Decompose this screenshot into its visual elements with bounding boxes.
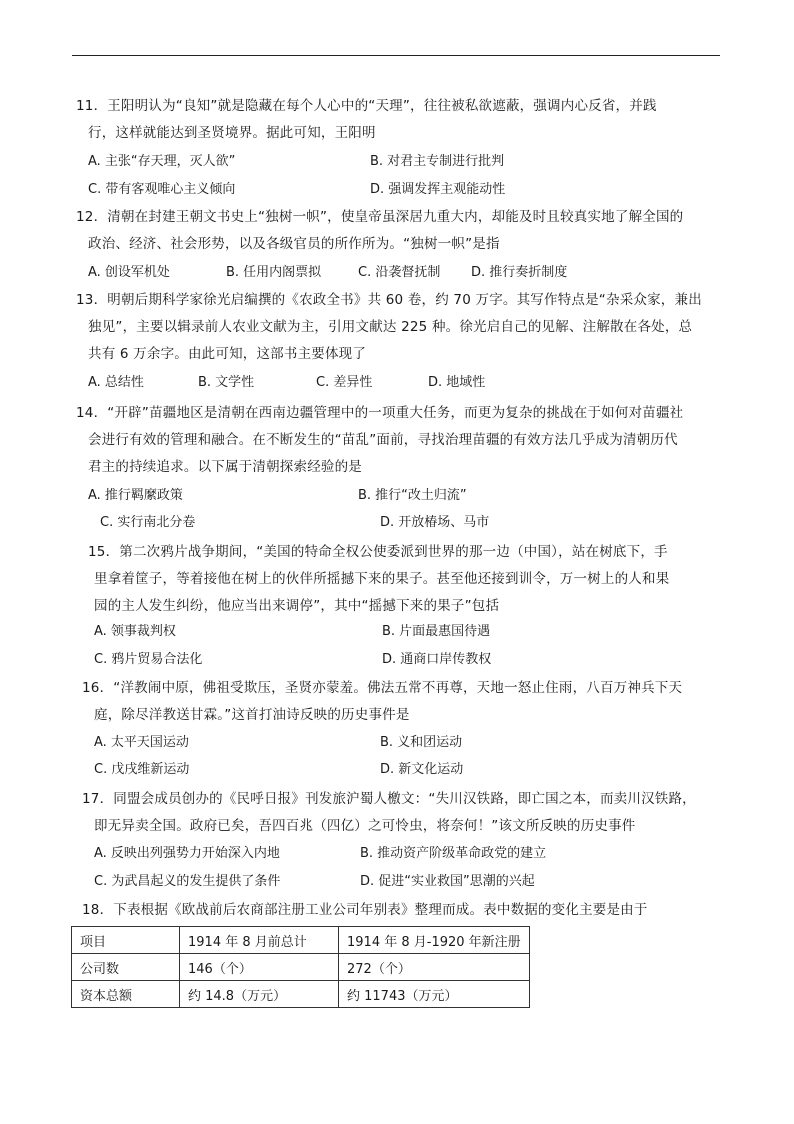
question-14-option-d: D. 开放椿场、马市 bbox=[380, 515, 490, 530]
table-row bbox=[72, 954, 530, 981]
question-17-option-d: D. 促进“实业救国”思潮的兴起 bbox=[360, 874, 535, 889]
question-14-option-b: B. 推行“改土归流” bbox=[358, 488, 467, 503]
question-12-option-a: A. 创设军机处 bbox=[88, 265, 170, 280]
data-table bbox=[71, 926, 530, 1008]
table-row bbox=[72, 981, 530, 1008]
question-11-option-a: A. 主张“存天理，灭人欲” bbox=[88, 154, 236, 169]
question-12-line-1: 12．清朝在封建王朝文书史上“独树一帜”，使皇帝虽深居九重大内，却能及时且较真实地了解全国的 bbox=[76, 209, 684, 225]
table-cell: 约 14.8（万元） bbox=[180, 981, 339, 1008]
question-17-option-a: A. 反映出列强势力开始深入内地 bbox=[94, 846, 280, 861]
question-13-option-a: A. 总结性 bbox=[88, 375, 144, 390]
question-11-option-d: D. 强调发挥主观能动性 bbox=[370, 182, 506, 197]
question-18-line-1: 18．下表根据《欧战前后农商部注册工业公司年别表》整理而成。表中数据的变化主要是由于 bbox=[82, 902, 648, 918]
question-16-option-b: B. 义和团运动 bbox=[380, 735, 463, 750]
question-15-option-a: A. 领事裁判权 bbox=[94, 624, 176, 639]
question-17-line-2: 即无异卖全国。政府已矣，吾四百兆（四亿）之可怜虫，将奈何！”该文所反映的历史事件 bbox=[94, 818, 636, 834]
question-13-line-3: 共有 6 万余字。由此可知，这部书主要体现了 bbox=[88, 346, 367, 362]
question-14-line-1: 14．“开辟”苗疆地区是清朝在西南边疆管理中的一项重大任务，而更为复杂的挑战在于如何对苗疆社 bbox=[76, 405, 684, 421]
question-14-option-a: A. 推行羁縻政策 bbox=[88, 488, 183, 503]
question-16-option-d: D. 新文化运动 bbox=[380, 762, 464, 777]
question-15-line-2: 里拿着筐子，等着接他在树上的伙伴所摇撼下来的果子。甚至他还接到训令，万一树上的人和果 bbox=[94, 571, 670, 587]
question-16-line-2: 庭，除尽洋教送甘霖。”这首打油诗反映的历史事件是 bbox=[94, 707, 410, 723]
question-15-option-d: D. 通商口岸传教权 bbox=[382, 652, 492, 667]
table-cell: 约 11743（万元） bbox=[339, 981, 530, 1008]
question-11-option-b: B. 对君主专制进行批判 bbox=[370, 154, 505, 169]
table-cell: 公司数 bbox=[72, 954, 180, 981]
question-14-line-3: 君主的持续追求。以下属于清朝探索经验的是 bbox=[88, 459, 362, 475]
table-header-cell: 1914 年 8 月-1920 年新注册 bbox=[339, 927, 530, 954]
question-15-option-c: C. 鸦片贸易合法化 bbox=[94, 652, 203, 667]
question-16-option-c: C. 戊戌维新运动 bbox=[94, 762, 190, 777]
question-11-line-1: 11．王阳明认为“良知”就是隐藏在每个人心中的“天理”，往往被私欲遮蔽，强调内心反省，并践 bbox=[76, 98, 657, 114]
table-cell: 资本总额 bbox=[72, 981, 180, 1008]
question-17-option-c: C. 为武昌起义的发生提供了条件 bbox=[94, 874, 281, 889]
question-11-option-c: C. 带有客观唯心主义倾向 bbox=[88, 182, 236, 197]
table-header-cell: 1914 年 8 月前总计 bbox=[180, 927, 339, 954]
question-17-line-1: 17．同盟会成员创办的《民呼日报》刊发旅沪蜀人檄文：“失川汉铁路，即亡国之本，而卖川汉铁路， bbox=[82, 791, 696, 807]
question-12-option-b: B. 任用内阁票拟 bbox=[226, 265, 322, 280]
question-13-option-b: B. 文学性 bbox=[198, 375, 255, 390]
question-14-line-2: 会进行有效的管理和融合。在不断发生的“苗乱”面前，寻找治理苗疆的有效方法几乎成为清朝历代 bbox=[88, 432, 678, 448]
question-13-option-d: D. 地域性 bbox=[428, 375, 486, 390]
question-17-option-b: B. 推动资产阶级革命政党的建立 bbox=[360, 846, 547, 861]
question-11-line-2: 行，这样就能达到圣贤境界。据此可知，王阳明 bbox=[88, 125, 376, 141]
question-16-line-1: 16．“洋教闹中原，佛祖受欺压，圣贤亦蒙羞。佛法五常不再尊，天地一怒止住雨，八百万神兵下天 bbox=[82, 680, 683, 696]
table-cell: 146（个） bbox=[180, 954, 339, 981]
question-16-option-a: A. 太平天国运动 bbox=[94, 735, 189, 750]
table-header-row bbox=[72, 927, 530, 954]
question-12-line-2: 政治、经济、社会形势，以及各级官员的所作所为。“独树一帜”是指 bbox=[88, 236, 500, 252]
question-13-line-2: 独见”，主要以辑录前人农业文献为主，引用文献达 225 种。徐光启自己的见解、注解散在各处，总 bbox=[88, 319, 693, 335]
question-12-option-c: C. 沿袭督抚制 bbox=[358, 265, 441, 280]
question-12-option-d: D. 推行奏折制度 bbox=[471, 265, 568, 280]
question-15-option-b: B. 片面最惠国待遇 bbox=[382, 624, 491, 639]
question-15-line-1: 15．第二次鸦片战争期间，“美国的特命全权公使委派到世界的那一边（中国），站在树底下，手 bbox=[88, 544, 668, 560]
question-14-option-c: C. 实行南北分卷 bbox=[100, 515, 196, 530]
question-13-option-c: C. 差异性 bbox=[316, 375, 373, 390]
question-13-line-1: 13．明朝后期科学家徐光启编撰的《农政全书》共 60 卷，约 70 万字。其写作特点是“杂采众家，兼出 bbox=[76, 292, 702, 308]
question-15-line-3: 园的主人发生纠纷，他应当出来调停”，其中“摇撼下来的果子”包括 bbox=[94, 598, 500, 614]
table-cell: 272（个） bbox=[339, 954, 530, 981]
table-header-cell: 项目 bbox=[72, 927, 180, 954]
